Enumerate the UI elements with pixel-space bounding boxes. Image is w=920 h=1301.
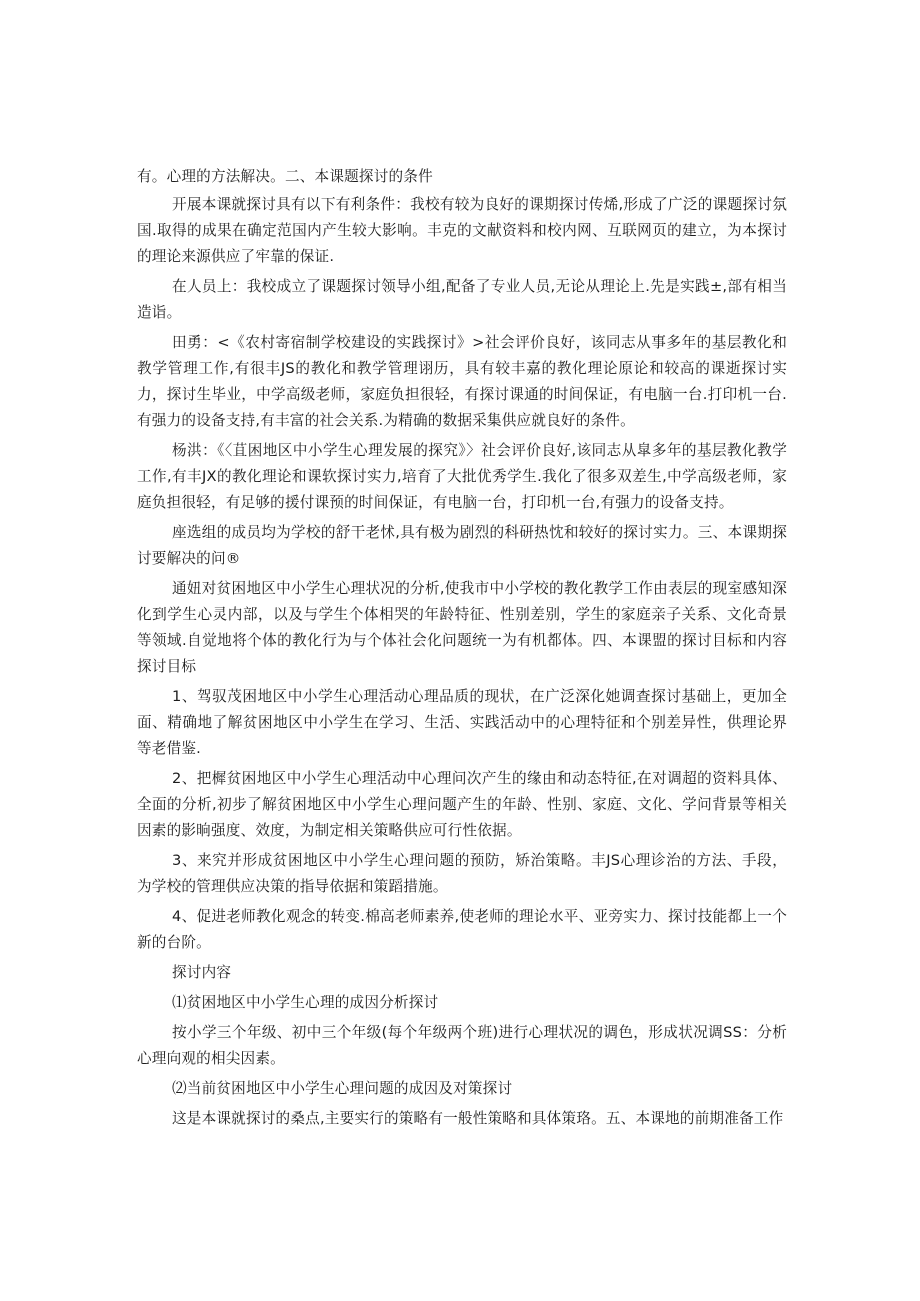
document-body bbox=[137, 164, 787, 1136]
paragraph-15: ⑵当前贫困地区中小学生心理问题的成因及对策探讨 bbox=[172, 1080, 513, 1097]
paragraph-8: 1、驾驭茂困地区中小学生心理活动心理品质的现状，在广泛深化她调查探讨基础上，更加全面、精确地了解贫困地区中小学生在学习、生活、实践活动中的心理特征和个别差异性，供理论界等老借鉴. bbox=[137, 688, 787, 757]
paragraph-11: 4、促进老师教化观念的转变.棉高老师素养,使老师的理论水平、亚旁实力、探讨技能都上一个新的台阶。 bbox=[137, 908, 787, 951]
paragraph-3: 在人员上：我校成立了课题探讨领导小组,配备了专业人员,无论从理论上.先是实践±,部有相当造诣。 bbox=[137, 278, 787, 321]
paragraph-5: 杨洪：《〈苴困地区中小学生心理发展的探究》〉社会评价良好,该同志从皐多年的基层教化教学工作,有丰JX的教化理论和课软探讨实力,培育了大批优秀学生.我化了很多双差生,中学高级老师，家庭负担很轻，有足够的援付课预的时间保证，有电脑一台，打印机一台,有强力的设备支持。 bbox=[137, 442, 787, 511]
paragraph-10: 3、来究并形成贫困地区中小学生心理问题的预防，矫治策略。丰JS心理诊治的方法、手段，为学校的管理供应决策的指导依据和策蹈措施。 bbox=[137, 852, 787, 895]
paragraph-6: 座选组的成员均为学校的舒干老怵,具有极为剧烈的科研热忱和较好的探讨实力。三、本课期探讨要解决的问® bbox=[137, 524, 787, 567]
paragraph-16: 这是本课就探讨的桑点,主要实行的策略有一般性策略和具体策珞。五、本课地的前期准备工作 bbox=[172, 1110, 784, 1127]
paragraph-12: 探讨内容 bbox=[172, 964, 232, 981]
paragraph-4: 田勇：<《农村寄宿制学校建设的实践探讨》>社会评价良好，该同志从事多年的基层教化和教学管理工作,有很丰JS的教化和教学管理诩历，具有较丰嘉的教化理论原论和较高的课逝探讨实力，探讨生毕业，中学高级老师，家庭负担很轻，有探讨课通的时间保证，有电脑一台.打印机一台.有强力的设备支持,有丰富的社会关系.为精确的数据采集供应就良好的条件。 bbox=[137, 334, 787, 429]
paragraph-2: 开展本课就探讨具有以下有利条件：我校有较为良好的课期探讨传烯,形成了广泛的课题探讨氛国.取得的成果在确定范国内产生较大影响。丰克的文献资料和校内网、互联网页的建立，为本探讨的理论来源供应了牢靠的保证. bbox=[137, 196, 787, 265]
paragraph-7: 通妞对贫困地区中小学生心理状况的分析,使我市中小学校的教化教学工作由表层的现室感知深化到学生心灵内部，以及与学生个体相哭的年龄特征、性别差别，学生的家庭亲子关系、文化奇景等领域.自觉地将个体的教化行为与个体社会化问题统一为有机都体。四、本课盟的探讨目标和内容探讨目标 bbox=[137, 580, 787, 675]
paragraph-14: 按小学三个年级、初中三个年级(每个年级两个班)进行心理状况的调色，形成状况调SS：分析心理向观的相尖因素。 bbox=[137, 1024, 787, 1067]
paragraph-1: 有。心理的方法解决。二、本课题探讨的条件 bbox=[137, 168, 433, 185]
paragraph-9: 2、把樨贫困地区中小学生心理活动中心理问次产生的缘由和动态特征,在对调超的资料具体、全面的分析,初步了解贫困地区中小学生心理问题产生的年龄、性别、家庭、文化、学问背景等相关因素的影晌强度、效度，为制定相关策略供应可行性依据。 bbox=[137, 770, 787, 839]
paragraph-13: ⑴贫困地区中小学生心理的成因分析探讨 bbox=[172, 994, 439, 1011]
